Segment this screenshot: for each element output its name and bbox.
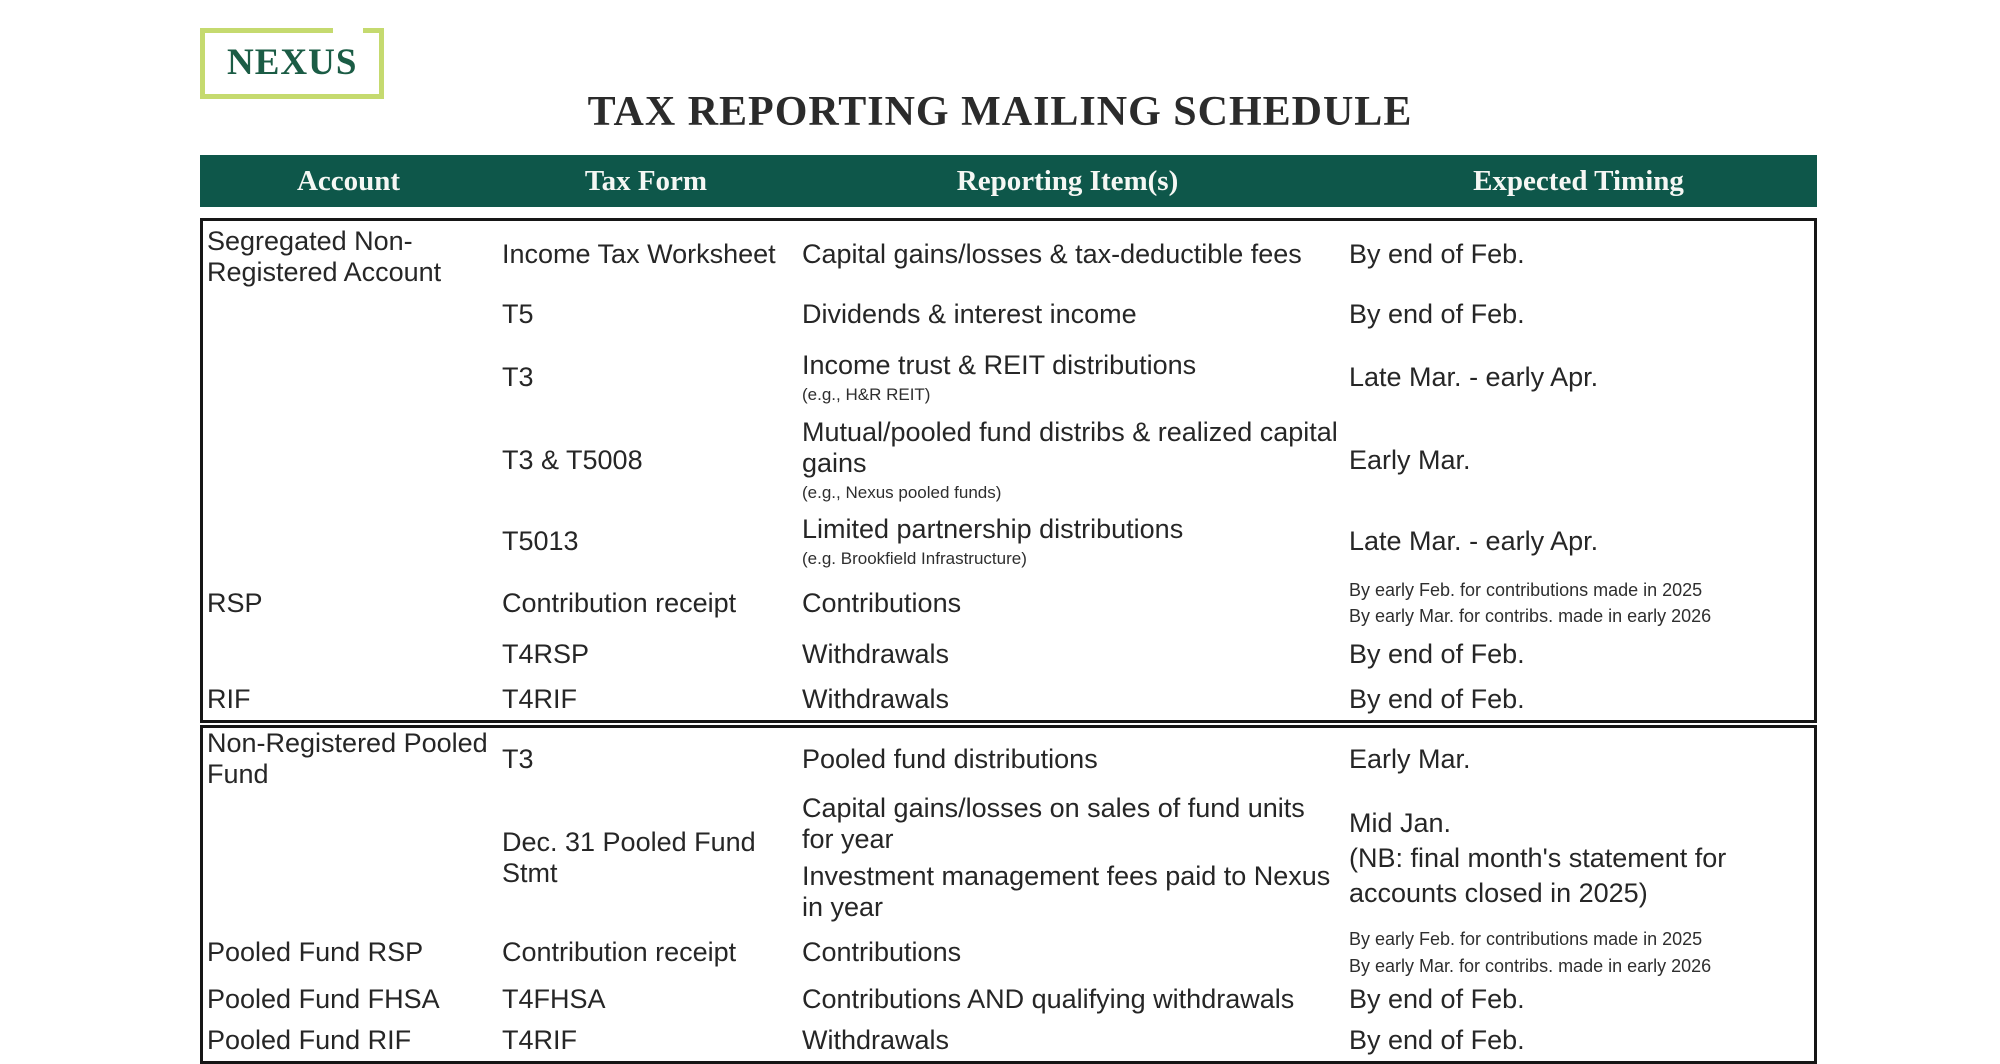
timing-text: Early Mar. bbox=[1349, 444, 1471, 475]
timing-text: By end of Feb. bbox=[1349, 1025, 1525, 1056]
tax-form-cell bbox=[500, 728, 798, 790]
timing-cell bbox=[1343, 506, 1814, 576]
reporting-item bbox=[802, 417, 1343, 503]
tax-form-label: T5 bbox=[502, 298, 534, 329]
tax-form-cell bbox=[500, 414, 798, 506]
timing-text: By end of Feb. bbox=[1349, 298, 1525, 329]
reporting-items-cell bbox=[798, 506, 1343, 576]
reporting-item bbox=[802, 299, 1137, 330]
header-account: Account bbox=[296, 164, 401, 197]
table-row bbox=[203, 506, 1814, 576]
reporting-item-note: (e.g., H&R REIT) bbox=[802, 384, 931, 404]
account-label: Segregated Non-Registered Account bbox=[207, 226, 442, 288]
reporting-item bbox=[802, 744, 1098, 775]
table-row bbox=[203, 630, 1814, 678]
timing-text: By early Mar. for contribs. made in early 2026 bbox=[1349, 955, 1712, 976]
reporting-item-text: Withdrawals bbox=[802, 1025, 950, 1056]
tax-form-cell bbox=[500, 506, 798, 576]
logo-text: NEXUS bbox=[227, 42, 358, 83]
account-label: Non-Registered Pooled Fund bbox=[207, 728, 488, 790]
tax-form-label: T4RIF bbox=[502, 683, 578, 714]
account-label: RSP bbox=[207, 587, 263, 618]
tax-form-cell bbox=[500, 979, 798, 1021]
timing-text: Mid Jan. bbox=[1349, 807, 1452, 838]
tax-form-label: T3 bbox=[502, 361, 534, 392]
reporting-items-cell bbox=[798, 630, 1343, 678]
reporting-item bbox=[802, 984, 1294, 1015]
timing-cell bbox=[1343, 979, 1814, 1021]
account-label: Pooled Fund RSP bbox=[207, 937, 424, 968]
timing-cell bbox=[1343, 630, 1814, 678]
reporting-item-text: Income trust & REIT distributions bbox=[802, 349, 1197, 380]
reporting-items-cell bbox=[798, 728, 1343, 790]
timing-cell bbox=[1343, 414, 1814, 506]
timing-cell bbox=[1343, 576, 1814, 630]
timing-text: Late Mar. - early Apr. bbox=[1349, 525, 1599, 556]
table-row bbox=[203, 790, 1814, 926]
reporting-item-text: Mutual/pooled fund distribs & realized capital gains bbox=[802, 417, 1338, 479]
timing-cell bbox=[1343, 288, 1814, 340]
reporting-item-note: (e.g. Brookfield Infrastructure) bbox=[802, 548, 1027, 568]
reporting-items-cell bbox=[798, 979, 1343, 1021]
tax-form-cell bbox=[500, 288, 798, 340]
reporting-item-text: Withdrawals bbox=[802, 683, 950, 714]
timing-cell bbox=[1343, 926, 1814, 978]
reporting-items-cell bbox=[798, 790, 1343, 926]
tax-form-cell bbox=[500, 340, 798, 414]
account-cell bbox=[203, 288, 500, 340]
reporting-items-cell bbox=[798, 414, 1343, 506]
timing-text: By end of Feb. bbox=[1349, 683, 1525, 714]
reporting-item bbox=[802, 639, 949, 670]
reporting-item-text: Contributions bbox=[802, 937, 962, 968]
table-row bbox=[203, 288, 1814, 340]
table-body bbox=[200, 218, 1817, 1064]
reporting-item bbox=[802, 861, 1343, 923]
tax-form-cell bbox=[500, 926, 798, 978]
account-cell bbox=[203, 221, 500, 288]
reporting-item bbox=[802, 937, 961, 968]
tax-form-label: T4RSP bbox=[502, 638, 590, 669]
reporting-items-cell bbox=[798, 678, 1343, 720]
tax-form-label: T3 & T5008 bbox=[502, 444, 643, 475]
table-row bbox=[203, 728, 1814, 790]
table-section-1 bbox=[200, 218, 1817, 723]
header-reporting-items: Reporting Item(s) bbox=[956, 164, 1179, 197]
account-label: RIF bbox=[207, 683, 251, 714]
reporting-item bbox=[802, 588, 961, 619]
account-label: Pooled Fund RIF bbox=[207, 1025, 412, 1056]
tax-form-label: T5013 bbox=[502, 525, 579, 556]
reporting-item-text: Capital gains/losses on sales of fund units for year bbox=[802, 793, 1305, 855]
timing-text: By end of Feb. bbox=[1349, 239, 1525, 269]
account-cell bbox=[203, 340, 500, 414]
table-row bbox=[203, 576, 1814, 630]
account-cell bbox=[203, 576, 500, 630]
reporting-item-text: Limited partnership distributions bbox=[802, 513, 1184, 544]
reporting-item-text: Investment management fees paid to Nexus in year bbox=[802, 861, 1331, 923]
reporting-items-cell bbox=[798, 221, 1343, 288]
table-row bbox=[203, 340, 1814, 414]
tax-form-cell bbox=[500, 1021, 798, 1061]
account-cell bbox=[203, 678, 500, 720]
account-label: Pooled Fund FHSA bbox=[207, 984, 440, 1015]
reporting-items-cell bbox=[798, 576, 1343, 630]
reporting-items-cell bbox=[798, 288, 1343, 340]
reporting-item-text: Withdrawals bbox=[802, 638, 950, 669]
reporting-item bbox=[802, 684, 949, 715]
tax-form-cell bbox=[500, 630, 798, 678]
reporting-item-text: Contributions bbox=[802, 587, 962, 618]
tax-form-cell bbox=[500, 221, 798, 288]
table-header-row bbox=[200, 155, 1817, 207]
tax-schedule-table bbox=[200, 155, 1817, 1064]
reporting-item-text: Contributions AND qualifying withdrawals bbox=[802, 984, 1295, 1015]
timing-cell bbox=[1343, 728, 1814, 790]
table-row bbox=[203, 221, 1814, 288]
timing-text: Early Mar. bbox=[1349, 743, 1471, 774]
tax-form-label: T4FHSA bbox=[502, 984, 606, 1015]
reporting-item-note: (e.g., Nexus pooled funds) bbox=[802, 483, 1002, 503]
timing-text: By early Mar. for contribs. made in early 2026 bbox=[1349, 606, 1712, 627]
reporting-item bbox=[802, 514, 1183, 569]
account-cell bbox=[203, 1021, 500, 1061]
tax-form-label: Contribution receipt bbox=[502, 587, 737, 618]
table-row bbox=[203, 678, 1814, 720]
header-expected-timing: Expected Timing bbox=[1473, 164, 1684, 197]
reporting-item bbox=[802, 793, 1343, 855]
timing-text: By early Feb. for contributions made in 2025 bbox=[1349, 580, 1703, 601]
table-row bbox=[203, 414, 1814, 506]
account-cell bbox=[203, 506, 500, 576]
reporting-item-text: Capital gains/losses & tax-deductible fees bbox=[802, 239, 1302, 270]
table-row bbox=[203, 926, 1814, 978]
table-section-2 bbox=[200, 725, 1817, 1063]
reporting-item-text: Dividends & interest income bbox=[802, 298, 1137, 329]
header-tax-form: Tax Form bbox=[584, 164, 708, 197]
page-title: TAX REPORTING MAILING SCHEDULE bbox=[587, 89, 1413, 135]
tax-form-cell bbox=[500, 790, 798, 926]
tax-form-cell bbox=[500, 678, 798, 720]
timing-text: By end of Feb. bbox=[1349, 984, 1525, 1015]
table-row bbox=[203, 979, 1814, 1021]
account-cell bbox=[203, 728, 500, 790]
tax-form-label: Income Tax Worksheet bbox=[502, 239, 776, 270]
reporting-items-cell bbox=[798, 340, 1343, 414]
reporting-item-text: Pooled fund distributions bbox=[802, 743, 1098, 774]
reporting-items-cell bbox=[798, 1021, 1343, 1061]
table-row bbox=[203, 1021, 1814, 1061]
timing-cell bbox=[1343, 678, 1814, 720]
timing-text: (NB: final month's statement for accounts closed in 2025) bbox=[1349, 842, 1727, 908]
tax-form-label: T4RIF bbox=[502, 1025, 578, 1056]
timing-cell bbox=[1343, 1021, 1814, 1061]
account-cell bbox=[203, 790, 500, 926]
tax-form-cell bbox=[500, 576, 798, 630]
reporting-item bbox=[802, 1025, 949, 1056]
timing-cell bbox=[1343, 790, 1814, 926]
reporting-item bbox=[802, 239, 1302, 270]
tax-form-label: Contribution receipt bbox=[502, 937, 737, 968]
timing-text: By early Feb. for contributions made in 2025 bbox=[1349, 929, 1703, 950]
reporting-item bbox=[802, 350, 1196, 405]
tax-form-label: T3 bbox=[502, 743, 534, 774]
tax-form-label: Dec. 31 Pooled Fund Stmt bbox=[502, 827, 756, 889]
timing-text: Late Mar. - early Apr. bbox=[1349, 361, 1599, 392]
reporting-items-cell bbox=[798, 926, 1343, 978]
timing-cell bbox=[1343, 340, 1814, 414]
account-cell bbox=[203, 979, 500, 1021]
account-cell bbox=[203, 414, 500, 506]
timing-cell bbox=[1343, 221, 1814, 288]
account-cell bbox=[203, 926, 500, 978]
timing-text: By end of Feb. bbox=[1349, 638, 1525, 669]
account-cell bbox=[203, 630, 500, 678]
